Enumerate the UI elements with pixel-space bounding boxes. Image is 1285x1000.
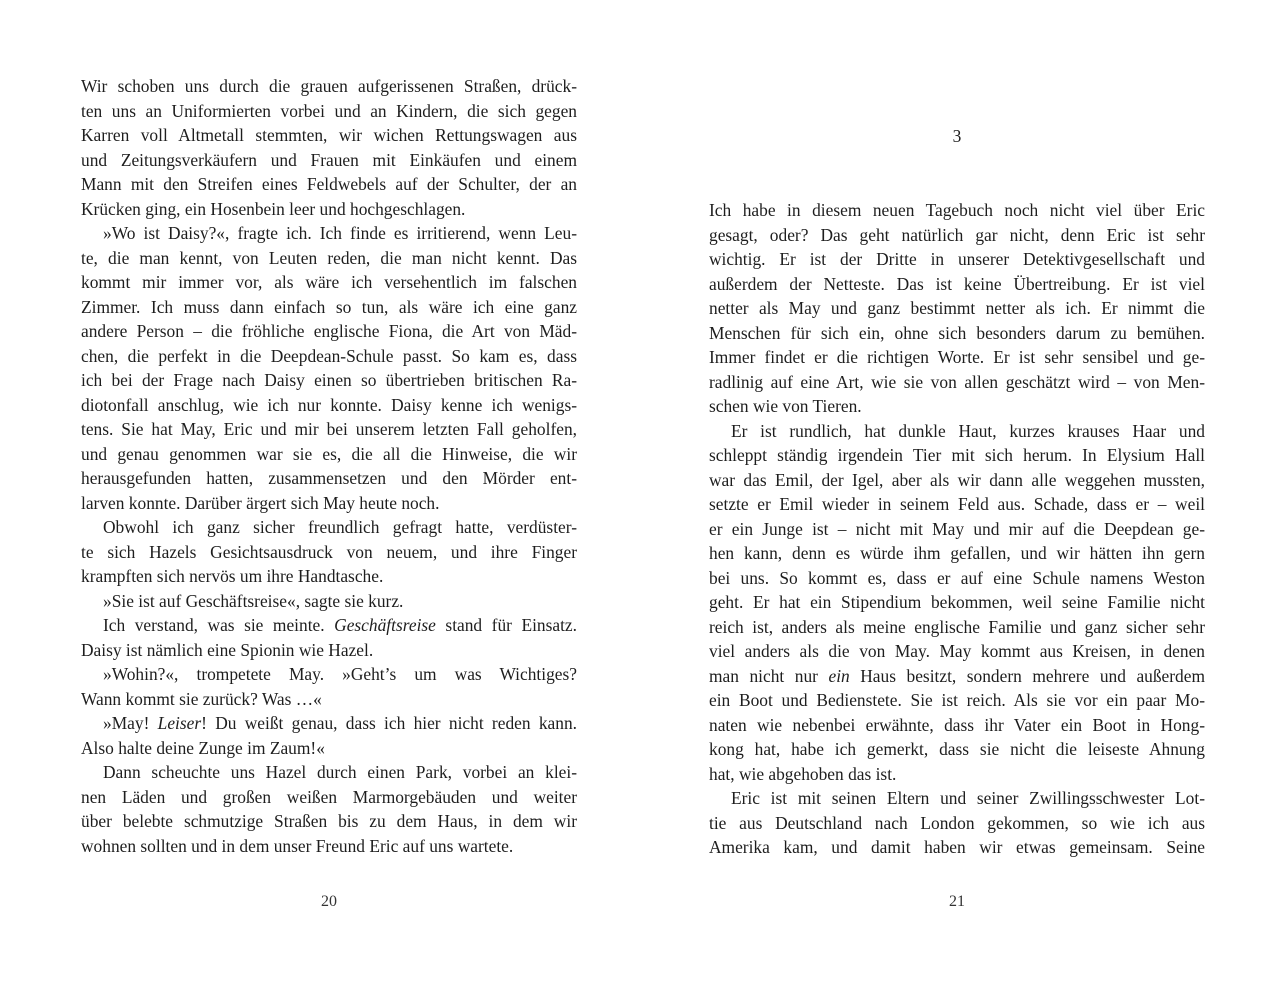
text-line: Zimmer. Ich muss dann einfach so tun, als wäre ich eine ganz [81, 296, 577, 317]
text-line: wichtig. Er ist der Dritte in unserer Detektivgesellschaft und [709, 249, 1205, 269]
text-line: geht. Er hat ein Stipendium bekommen, weil seine Familie nicht [709, 592, 1205, 612]
italic-text: ein [828, 665, 850, 686]
text-line: Ich habe in diesem neuen Tagebuch noch nicht viel über Eric [709, 200, 1205, 220]
text-line: te, die man kennt, von Leuten reden, die man nicht kennt. Das [81, 247, 577, 268]
text-line: ein Boot und Bedienstete. Sie ist reich. Als sie vor ein paar Mo- [709, 690, 1205, 710]
text-line: er ein Junge ist – nicht mit May und mir auf die Deepdean ge- [709, 518, 1205, 539]
text-line: viel anders als die von May. May kommt aus Kreisen, in denen [709, 641, 1205, 661]
text-line: Karren voll Altmetall stemmten, wir wichen Rettungswagen aus [81, 125, 577, 145]
text-line [81, 613, 577, 638]
text-line: Amerika kam, und damit haben wir etwas gemeinsam. Seine [709, 837, 1205, 857]
text-line: Wir schoben uns durch die grauen aufgerissenen Straßen, drück- [81, 76, 577, 96]
text-line: diotonfall anschlug, wie ich nur konnte. Daisy kenne ich wenigs- [81, 394, 577, 415]
text-line: außerdem der Netteste. Das ist keine Übertreibung. Er ist viel [709, 273, 1205, 294]
text-line: »Sie ist auf Geschäftsreise«, sagte sie kurz. [103, 590, 404, 611]
text-line: tens. Sie hat May, Eric und mir bei unserem letzten Fall geholfen, [81, 419, 577, 439]
text-run: ! Du weißt genau, dass ich hier nicht reden kann. [201, 713, 577, 733]
text-line: und genau genommen war sie es, die all die Hinweise, die wir [81, 443, 577, 464]
text-line: tie aus Deutschland nach London gekommen, so wie ich aus [709, 812, 1205, 833]
text-line [709, 664, 1205, 689]
text-line: reich ist, anders als meine englische Familie und ganz sicher sehr [709, 616, 1205, 637]
text-line: »Wo ist Daisy?«, fragte ich. Ich finde es irritierend, wenn Leu- [103, 223, 577, 243]
text-run: »May! [103, 713, 150, 733]
page-number: 20 [321, 893, 337, 910]
text-line: netter als May und ganz bestimmt netter als ich. Er nimmt die [709, 298, 1205, 318]
text-line: Also halte deine Zunge im Zaum!« [81, 737, 325, 758]
text-line: te sich Hazels Gesichtsausdruck von neuem, und ihre Finger [81, 541, 577, 562]
text-line: setzte er Emil wieder in seinem Feld aus. Schade, dass er – weil [709, 494, 1205, 514]
italic-text: Geschäftsreise [334, 615, 436, 635]
italic-text: Leiser [157, 713, 202, 733]
text-run: stand für Einsatz. [445, 615, 577, 635]
text-line: ich bei der Frage nach Daisy einen so übertrieben britischen Ra- [81, 370, 577, 390]
text-line: kong hat, habe ich gemerkt, dass sie nicht die leiseste Ahnung [709, 739, 1205, 759]
text-line: naten wie nebenbei erwähnte, dass ihr Vater ein Boot in Hong- [709, 714, 1205, 735]
text-line: radlinig auf eine Art, wie sie von allen geschätzt wird – von Men- [709, 371, 1205, 392]
text-line: hen kann, denn es würde ihm gefallen, und wir hätten ihn gern [709, 543, 1205, 563]
text-line: und Zeitungsverkäufern und Frauen mit Einkäufen und einem [81, 149, 577, 170]
text-run: Ich verstand, was sie meinte. [103, 615, 325, 635]
right-page-text [709, 198, 1205, 860]
text-line: über belebte schmutzige Straßen bis zu dem Haus, in dem wir [81, 811, 577, 831]
chapter-number: 3 [952, 126, 962, 146]
text-line [81, 711, 577, 736]
text-line: herausgefunden hatten, zusammensetzen und den Mörder ent- [81, 468, 577, 488]
text-line: krampften sich nervös um ihre Handtasche. [81, 566, 384, 586]
text-line: Menschen für sich ein, ohne sich besonders darum zu bemühen. [709, 322, 1205, 343]
text-line: schleppt ständig irgendein Tier mit sich herum. In Elysium Hall [709, 445, 1205, 465]
left-page-text [81, 74, 577, 858]
text-line: kommt mir immer vor, als wäre ich versehentlich im falschen [81, 272, 577, 292]
text-line: Mann mit den Streifen eines Feldwebels auf der Schulter, der an [81, 174, 577, 194]
text-line: ten uns an Uniformierten vorbei und an Kindern, die sich gegen [81, 100, 577, 121]
text-line: war das Emil, der Igel, aber als wir dann alle weggehen mussten, [709, 469, 1205, 490]
text-line: Obwohl ich ganz sicher freundlich gefragt hatte, verdüster- [103, 517, 577, 537]
text-line: Krücken ging, ein Hosenbein leer und hochgeschlagen. [81, 198, 466, 219]
text-line: andere Person – die fröhliche englische Fiona, die Art von Mäd- [81, 321, 577, 341]
text-line: wohnen sollten und in dem unser Freund Eric auf uns wartete. [81, 835, 514, 856]
text-line: bei uns. So kommt es, dass er auf eine Schule namens Weston [709, 567, 1205, 588]
text-line: larven konnte. Darüber ärgert sich May heute noch. [81, 492, 440, 513]
text-line: Er ist rundlich, hat dunkle Haut, kurzes krauses Haar und [731, 420, 1205, 441]
text-line: nen Läden und großen weißen Marmorgebäuden und weiter [81, 786, 577, 807]
text-line: schen wie von Tieren. [709, 396, 862, 416]
right-page [709, 0, 1209, 1000]
text-line: gesagt, oder? Das geht natürlich gar nicht, denn Eric ist sehr [709, 224, 1205, 245]
text-line: Eric ist mit seinen Eltern und seiner Zwillingsschwester Lot- [731, 788, 1205, 808]
text-line: Wann kommt sie zurück? Was …« [81, 688, 322, 709]
text-line: Dann scheuchte uns Hazel durch einen Park, vorbei an klei- [103, 762, 577, 782]
page-number: 21 [949, 893, 965, 910]
text-line: »Wohin?«, trompetete May. »Geht’s um was Wichtiges? [103, 664, 577, 684]
text-line: chen, die perfekt in die Deepdean-Schule passt. So kam es, dass [81, 345, 577, 366]
text-run: man nicht nur [709, 665, 818, 686]
left-page [81, 0, 581, 1000]
text-line: hat, wie abgehoben das ist. [709, 763, 897, 784]
text-run: Haus besitzt, sondern mehrere und außerdem [860, 665, 1205, 686]
text-line: Immer findet er die richtigen Worte. Er ist sehr sensibel und ge- [709, 347, 1205, 367]
text-line: Daisy ist nämlich eine Spionin wie Hazel. [81, 639, 374, 660]
